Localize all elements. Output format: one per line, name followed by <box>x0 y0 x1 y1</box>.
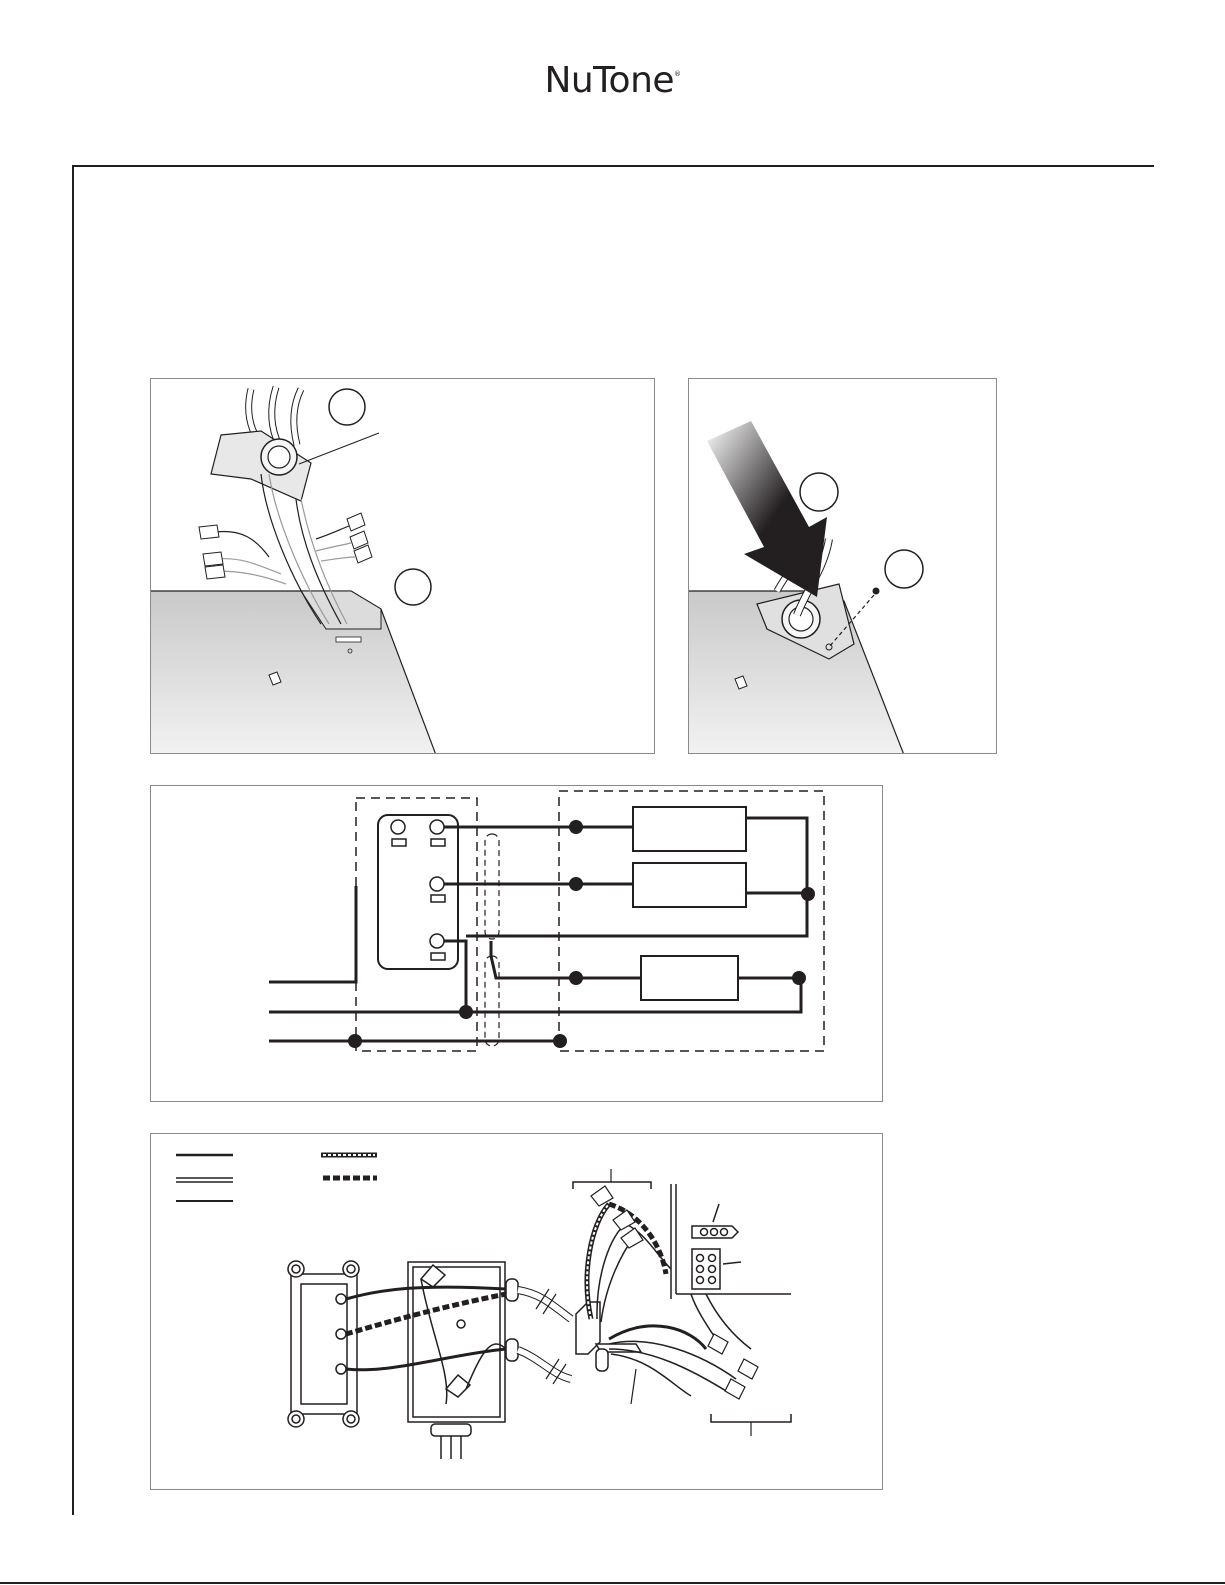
cable-bundle-outline <box>485 956 499 1046</box>
junction-dot <box>801 887 815 901</box>
switch-terminal <box>430 820 444 834</box>
junction-dot <box>348 1034 362 1048</box>
page-bottom-rule <box>0 1582 1225 1584</box>
step-callout-circle-4 <box>885 550 923 588</box>
figure-install-plate-illustration <box>688 378 997 754</box>
figure-wire-connections-illustration <box>150 378 655 754</box>
figure-wiring-schematic <box>150 785 883 1102</box>
wall-switch-device <box>288 1261 359 1427</box>
registered-mark: ® <box>674 70 681 78</box>
step-callout-circle-2 <box>395 569 431 605</box>
junction-dot <box>459 1005 473 1019</box>
light-component-box <box>633 863 746 907</box>
step-callout-circle-3 <box>800 473 838 511</box>
step-callout-circle-1 <box>329 389 365 425</box>
bracket <box>711 1414 791 1422</box>
bracket <box>573 1182 651 1189</box>
wire-connector-1 <box>199 525 225 579</box>
fan-housing <box>151 591 436 754</box>
figure-pictorial-wiring-diagram <box>150 1133 883 1490</box>
wire-connector-2 <box>347 513 372 563</box>
fan-wiring-plate <box>576 1302 641 1371</box>
heater-component-box <box>641 956 738 1000</box>
motor-component-box <box>633 807 746 851</box>
cable-bundle-outline <box>485 834 499 939</box>
junction-dot <box>569 877 583 891</box>
junction-dot <box>569 820 583 834</box>
brand-name: NuTone <box>544 60 675 101</box>
wall-switch-body <box>378 815 458 969</box>
switch-terminal <box>430 877 444 891</box>
screw <box>873 588 880 595</box>
junction-dot <box>792 971 806 985</box>
junction-dot <box>553 1034 567 1048</box>
switch-terminal <box>391 820 405 834</box>
brand-logo <box>0 60 1225 101</box>
junction-box <box>408 1262 505 1459</box>
switch-terminal <box>430 934 444 948</box>
fan-housing <box>671 1184 791 1299</box>
page-left-rule <box>72 165 74 1515</box>
legend-line-white <box>176 1178 233 1182</box>
plug-receptacle-3 <box>692 1204 738 1238</box>
junction-dot <box>569 971 583 985</box>
plug-receptacle-6 <box>692 1249 741 1289</box>
page-top-rule <box>72 165 1154 167</box>
